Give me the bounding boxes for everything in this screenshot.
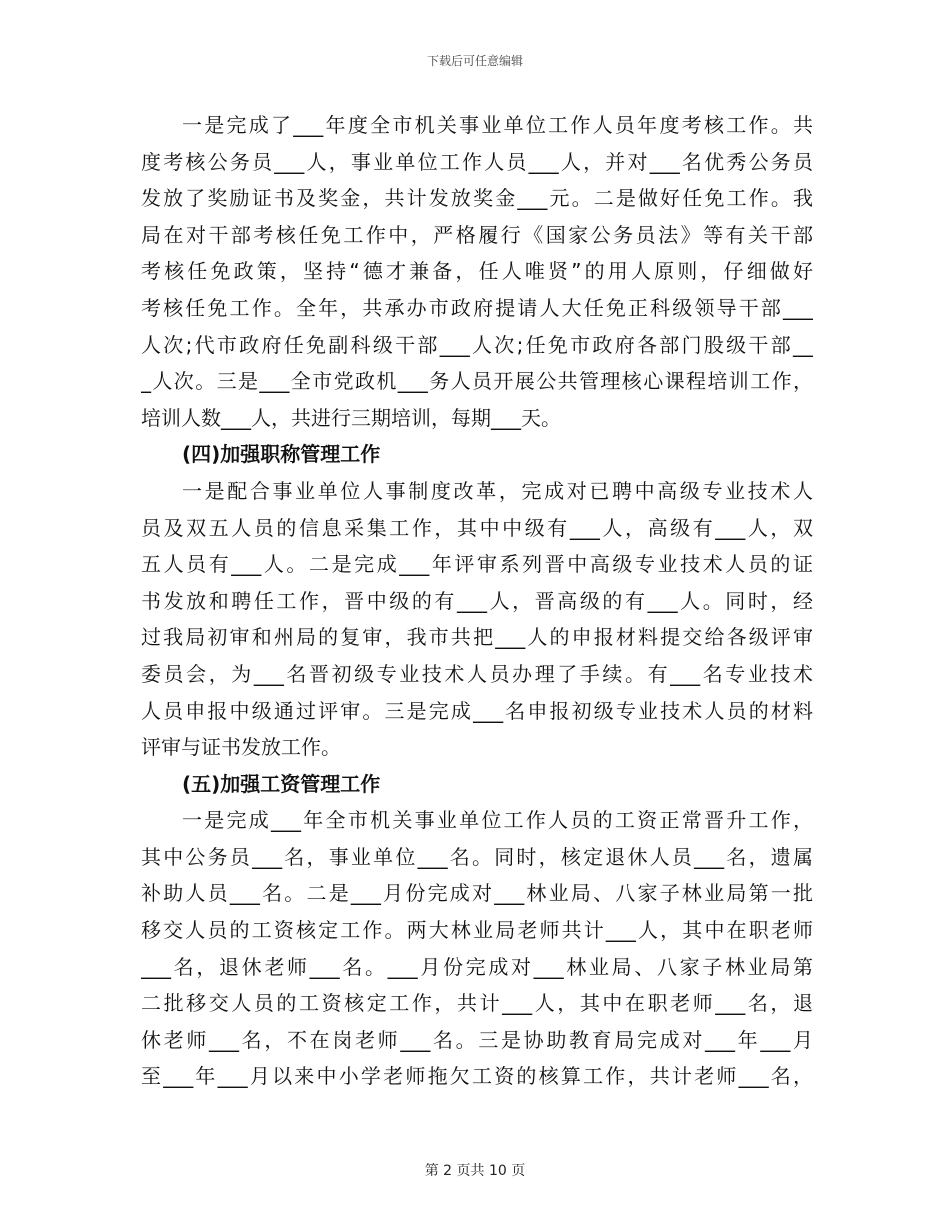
paragraph-line: 一是配合事业单位人事制度改革，完成对已聘中高级专业技术人 <box>182 478 813 503</box>
page-header: 下载后可任意编辑 <box>426 54 523 68</box>
paragraph-line: 过我局初审和州局的复审，我市共把___人的申报材料提交给各级评审 <box>141 625 813 650</box>
paragraph-line: 局在对干部考核任免工作中，严格履行《国家公务员法》等有关干部 <box>141 222 813 247</box>
paragraph-line: 培训人数___人，共进行三期培训，每期___天。 <box>141 405 561 430</box>
page-footer: 第 2 页共 10 页 <box>424 1163 526 1179</box>
paragraph-line: 书发放和聘任工作，晋中级的有___人，晋高级的有___人。同时，经 <box>141 588 813 613</box>
document-body <box>141 107 813 1095</box>
paragraph-line: ___名，退休老师___名。___月份完成对___林业局、八家子林业局第 <box>141 954 813 979</box>
paragraph-line: 一是完成了___年度全市机关事业单位工作人员年度考核工作。共 <box>182 113 813 137</box>
paragraph-line: 五人员有___人。二是完成___年评审系列晋中高级专业技术人员的证 <box>141 552 813 577</box>
paragraph-line: _人次。三是___全市党政机___务人员开展公共管理核心课程培训工作， <box>141 369 813 394</box>
paragraph-line: 休老师___名，不在岗老师___名。三是协助教育局完成对___年___月 <box>141 1027 813 1052</box>
paragraph-line: 其中公务员___名，事业单位___名。同时，核定退休人员___名，遗属 <box>141 844 813 869</box>
paragraph-line: 委员会，为___名晋初级专业技术人员办理了手续。有___名专业技术 <box>141 661 813 686</box>
paragraph-line: 二批移交人员的工资核定工作，共计___人，其中在职老师___名，退 <box>141 991 813 1016</box>
paragraph-line: 评审与证书发放工作。 <box>141 735 341 760</box>
paragraph-line: 度考核公务员___人，事业单位工作人员___人，并对___名优秀公务员 <box>141 149 813 174</box>
paragraph-line: 考核任免政策，坚持“德才兼备，任人唯贤”的用人原则，仔细做好 <box>141 259 813 284</box>
paragraph-line: 至___年___月以来中小学老师拖欠工资的核算工作，共计老师___名， <box>141 1064 813 1089</box>
paragraph-line: 人次;代市政府任免副科级干部___人次;任免市政府各部门股级干部__ <box>141 332 813 357</box>
paragraph-line: 补助人员___名。二是___月份完成对___林业局、八家子林业局第一批 <box>141 881 813 906</box>
paragraph-line: 发放了奖励证书及奖金，共计发放奖金___元。二是做好任免工作。我 <box>141 186 813 211</box>
paragraph-line: 移交人员的工资核定工作。两大林业局老师共计___人，其中在职老师 <box>141 918 813 943</box>
paragraph-line: 考核任免工作。全年，共承办市政府提请人大任免正科级领导干部___ <box>141 295 813 320</box>
paragraph-line: 员及双五人员的信息采集工作，其中中级有___人，高级有___人，双 <box>141 515 813 540</box>
paragraph-line: 一是完成___年全市机关事业单位工作人员的工资正常晋升工作， <box>182 808 813 833</box>
paragraph-line: 人员申报中级通过评审。三是完成___名申报初级专业技术人员的材料 <box>141 698 813 723</box>
section-heading: (四)加强职称管理工作 <box>182 442 381 467</box>
section-heading: (五)加强工资管理工作 <box>182 771 381 796</box>
